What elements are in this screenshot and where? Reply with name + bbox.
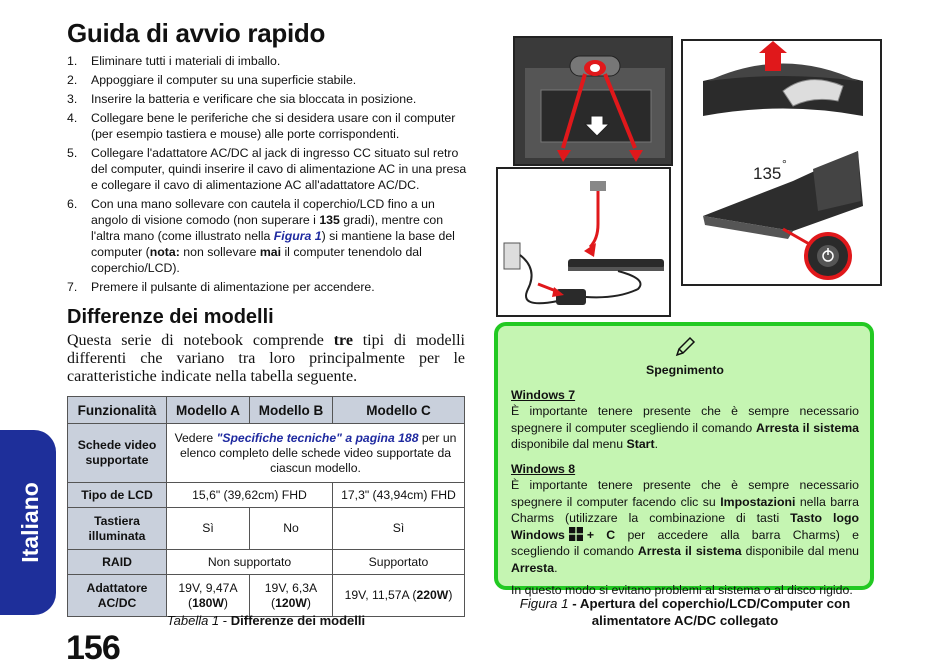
note-emphasis: Arresta bbox=[511, 560, 555, 575]
intro-text: tipi di modelli differenti che variano tra loro principalmente per le caratteristiche indicate nella tabella seguente. bbox=[67, 332, 465, 385]
column-header: Modello A bbox=[167, 397, 250, 424]
specs-link[interactable]: "Specifiche tecniche" a pagina 188 bbox=[216, 430, 419, 445]
step-text: Con una mano sollevare con cautela il coperchio/LCD fino a un angolo di visione comodo (non superare i bbox=[91, 197, 435, 227]
note-emphasis: + C bbox=[586, 527, 616, 542]
cell-text: ) bbox=[448, 588, 453, 602]
step-text: gradi), mentre con l'altra mano (come illustrato nella bbox=[91, 213, 444, 243]
step-number: 2. bbox=[67, 73, 78, 87]
cell-emphasis: 220W bbox=[416, 588, 449, 602]
model-differences-table bbox=[67, 396, 465, 617]
language-tab-label bbox=[2, 430, 58, 615]
note-text: . bbox=[654, 437, 658, 451]
language-label: Italiano bbox=[16, 482, 43, 563]
cell-emphasis: 120W bbox=[275, 595, 307, 610]
windows-logo-icon bbox=[569, 527, 583, 541]
step-item bbox=[67, 279, 467, 295]
note-title: Spegnimento bbox=[646, 363, 724, 377]
table-cell: Supportato bbox=[333, 550, 465, 575]
step-number: 3. bbox=[67, 92, 78, 106]
step-number: 7. bbox=[67, 280, 78, 294]
note-emphasis: Arresta il sistema bbox=[755, 420, 859, 435]
row-header: Schede video supportate bbox=[68, 424, 167, 483]
caption-separator: - bbox=[219, 613, 231, 628]
ac-adapter-photo bbox=[496, 167, 671, 317]
step-text: il computer tenendolo dal coperchio/LCD). bbox=[91, 245, 422, 275]
angle-unit: ° bbox=[782, 157, 787, 171]
table-row bbox=[68, 508, 465, 550]
section-intro bbox=[67, 332, 465, 386]
lid-open-photo bbox=[681, 39, 882, 286]
note-text: È importante tenere presente che è sempre necessario spegnere il computer facendo clic su bbox=[511, 478, 859, 509]
step-item bbox=[67, 145, 467, 193]
table-cell: Sì bbox=[167, 508, 250, 550]
cell-emphasis: 180W bbox=[192, 595, 224, 610]
caption-text: - Apertura del coperchio/LCD/Computer con alimentatore AC/DC collegato bbox=[568, 596, 851, 628]
step-number: 6. bbox=[67, 197, 78, 211]
windows8-heading: Windows 8 bbox=[511, 461, 576, 476]
note-text: È importante tenere presente che è sempre necessario spegnere il computer scegliendo il comando bbox=[511, 404, 859, 435]
windows7-text bbox=[511, 403, 859, 453]
intro-text: Questa serie di notebook comprende bbox=[67, 332, 334, 349]
step-text: Inserire la batteria e verificare che sia bloccata in posizione. bbox=[91, 92, 417, 106]
note-emphasis: Start bbox=[626, 437, 655, 451]
row-header: Tipo de LCD bbox=[68, 483, 167, 508]
note-emphasis: Tasto logo Windows bbox=[511, 511, 859, 542]
battery-illustration bbox=[515, 38, 671, 164]
table-cell: 17,3" (43,94cm) FHD bbox=[333, 483, 465, 508]
column-header: Funzionalità bbox=[68, 397, 167, 424]
column-header: Modello B bbox=[250, 397, 333, 424]
caption-text: Differenze dei modelli bbox=[230, 613, 366, 628]
caption-label: Figura 1 bbox=[519, 596, 569, 611]
battery-photo bbox=[513, 36, 673, 166]
table-row bbox=[68, 483, 465, 508]
step-item bbox=[67, 110, 467, 142]
row-header: Adattatore AC/DC bbox=[68, 575, 167, 617]
step-item bbox=[67, 196, 467, 276]
table-cell bbox=[333, 575, 465, 617]
step-item bbox=[67, 53, 467, 69]
figure-caption bbox=[494, 595, 876, 629]
step-text: ) si mantiene la base del computer ( bbox=[91, 229, 455, 259]
note-content bbox=[511, 334, 859, 599]
step-number: 5. bbox=[67, 146, 78, 160]
note-label: nota: bbox=[149, 245, 180, 259]
table-cell: 19V, 9,47A (180W) bbox=[167, 575, 250, 617]
step-item bbox=[67, 72, 467, 88]
note-text: nella barra Charms (utilizzare la combinazione di tasti bbox=[511, 494, 859, 525]
step-text: Collegare bene le periferiche che si desidera usare con il computer (per esempio tastiera e mouse) alle porte corrispondenti. bbox=[91, 111, 456, 141]
table-row bbox=[68, 424, 465, 483]
page-number: 156 bbox=[66, 629, 120, 667]
note-closing: In questo modo si evitano problemi al sistema o al disco rigido. bbox=[511, 583, 853, 597]
lid-open-illustration bbox=[683, 41, 880, 284]
step-number: 1. bbox=[67, 54, 78, 68]
note-text: disponibile dal menu bbox=[511, 437, 627, 451]
intro-emphasis: tre bbox=[333, 332, 353, 349]
note-text: . bbox=[554, 560, 558, 575]
step-number: 4. bbox=[67, 111, 78, 125]
windows7-heading: Windows 7 bbox=[511, 387, 576, 402]
table-cell: Non supportato bbox=[167, 550, 333, 575]
figure-link[interactable]: Figura 1 bbox=[273, 229, 322, 243]
cell-text: 19V, 11,57A ( bbox=[344, 588, 417, 602]
table-header-row bbox=[68, 397, 465, 424]
windows8-text bbox=[511, 477, 859, 576]
note-text: disponibile dal menu bbox=[741, 544, 859, 558]
step-text: Premere il pulsante di alimentazione per accendere. bbox=[91, 280, 375, 294]
ac-adapter-illustration bbox=[498, 169, 669, 315]
table-cell: No bbox=[250, 508, 333, 550]
note-emphasis: Arresta il sistema bbox=[637, 544, 742, 558]
table-caption bbox=[67, 613, 465, 628]
step-text: Eliminare tutti i materiali di imballo. bbox=[91, 54, 281, 68]
table-row bbox=[68, 550, 465, 575]
angle-value: 135 bbox=[319, 213, 340, 227]
row-header: RAID bbox=[68, 550, 167, 575]
row-header: Tastiera illuminata bbox=[68, 508, 167, 550]
cell-text: 19V, 9,47A bbox=[178, 580, 238, 595]
table-cell: Sì bbox=[333, 508, 465, 550]
step-text: non sollevare bbox=[179, 245, 260, 259]
table-row bbox=[68, 575, 465, 617]
angle-label: 135 bbox=[753, 164, 782, 183]
table-cell: 15,6" (39,62cm) FHD bbox=[167, 483, 333, 508]
table-cell: 19V, 6,3A (120W) bbox=[250, 575, 333, 617]
caption-label: Tabella 1 bbox=[166, 613, 220, 628]
step-text: Collegare l'adattatore AC/DC al jack di ingresso CC situato sul retro del computer, quindi inserire il cavo di alimentazione AC in una presa e collegare il cavo di alimentazione AC all'adattatore AC/DC. bbox=[91, 146, 467, 192]
shutdown-note bbox=[494, 322, 874, 597]
note-emphasis: Impostazioni bbox=[720, 494, 796, 509]
note-text: per accedere alla barra Charms) e scegliendo il comando bbox=[511, 527, 860, 558]
step-item bbox=[67, 91, 467, 107]
quick-start-steps bbox=[67, 53, 467, 298]
step-text: Appoggiare il computer su una superficie stabile. bbox=[91, 73, 357, 87]
cell-text: Vedere bbox=[174, 430, 217, 445]
section-heading: Differenze dei modelli bbox=[67, 306, 274, 328]
emphasis: mai bbox=[259, 245, 282, 259]
table-cell bbox=[167, 424, 465, 483]
cell-text: 19V, 6,3A bbox=[264, 580, 318, 595]
column-header: Modello C bbox=[333, 397, 465, 424]
page-title: Guida di avvio rapido bbox=[67, 18, 326, 48]
cell-text: per un elenco completo delle schede video supportate da ciascun modello. bbox=[179, 430, 457, 475]
